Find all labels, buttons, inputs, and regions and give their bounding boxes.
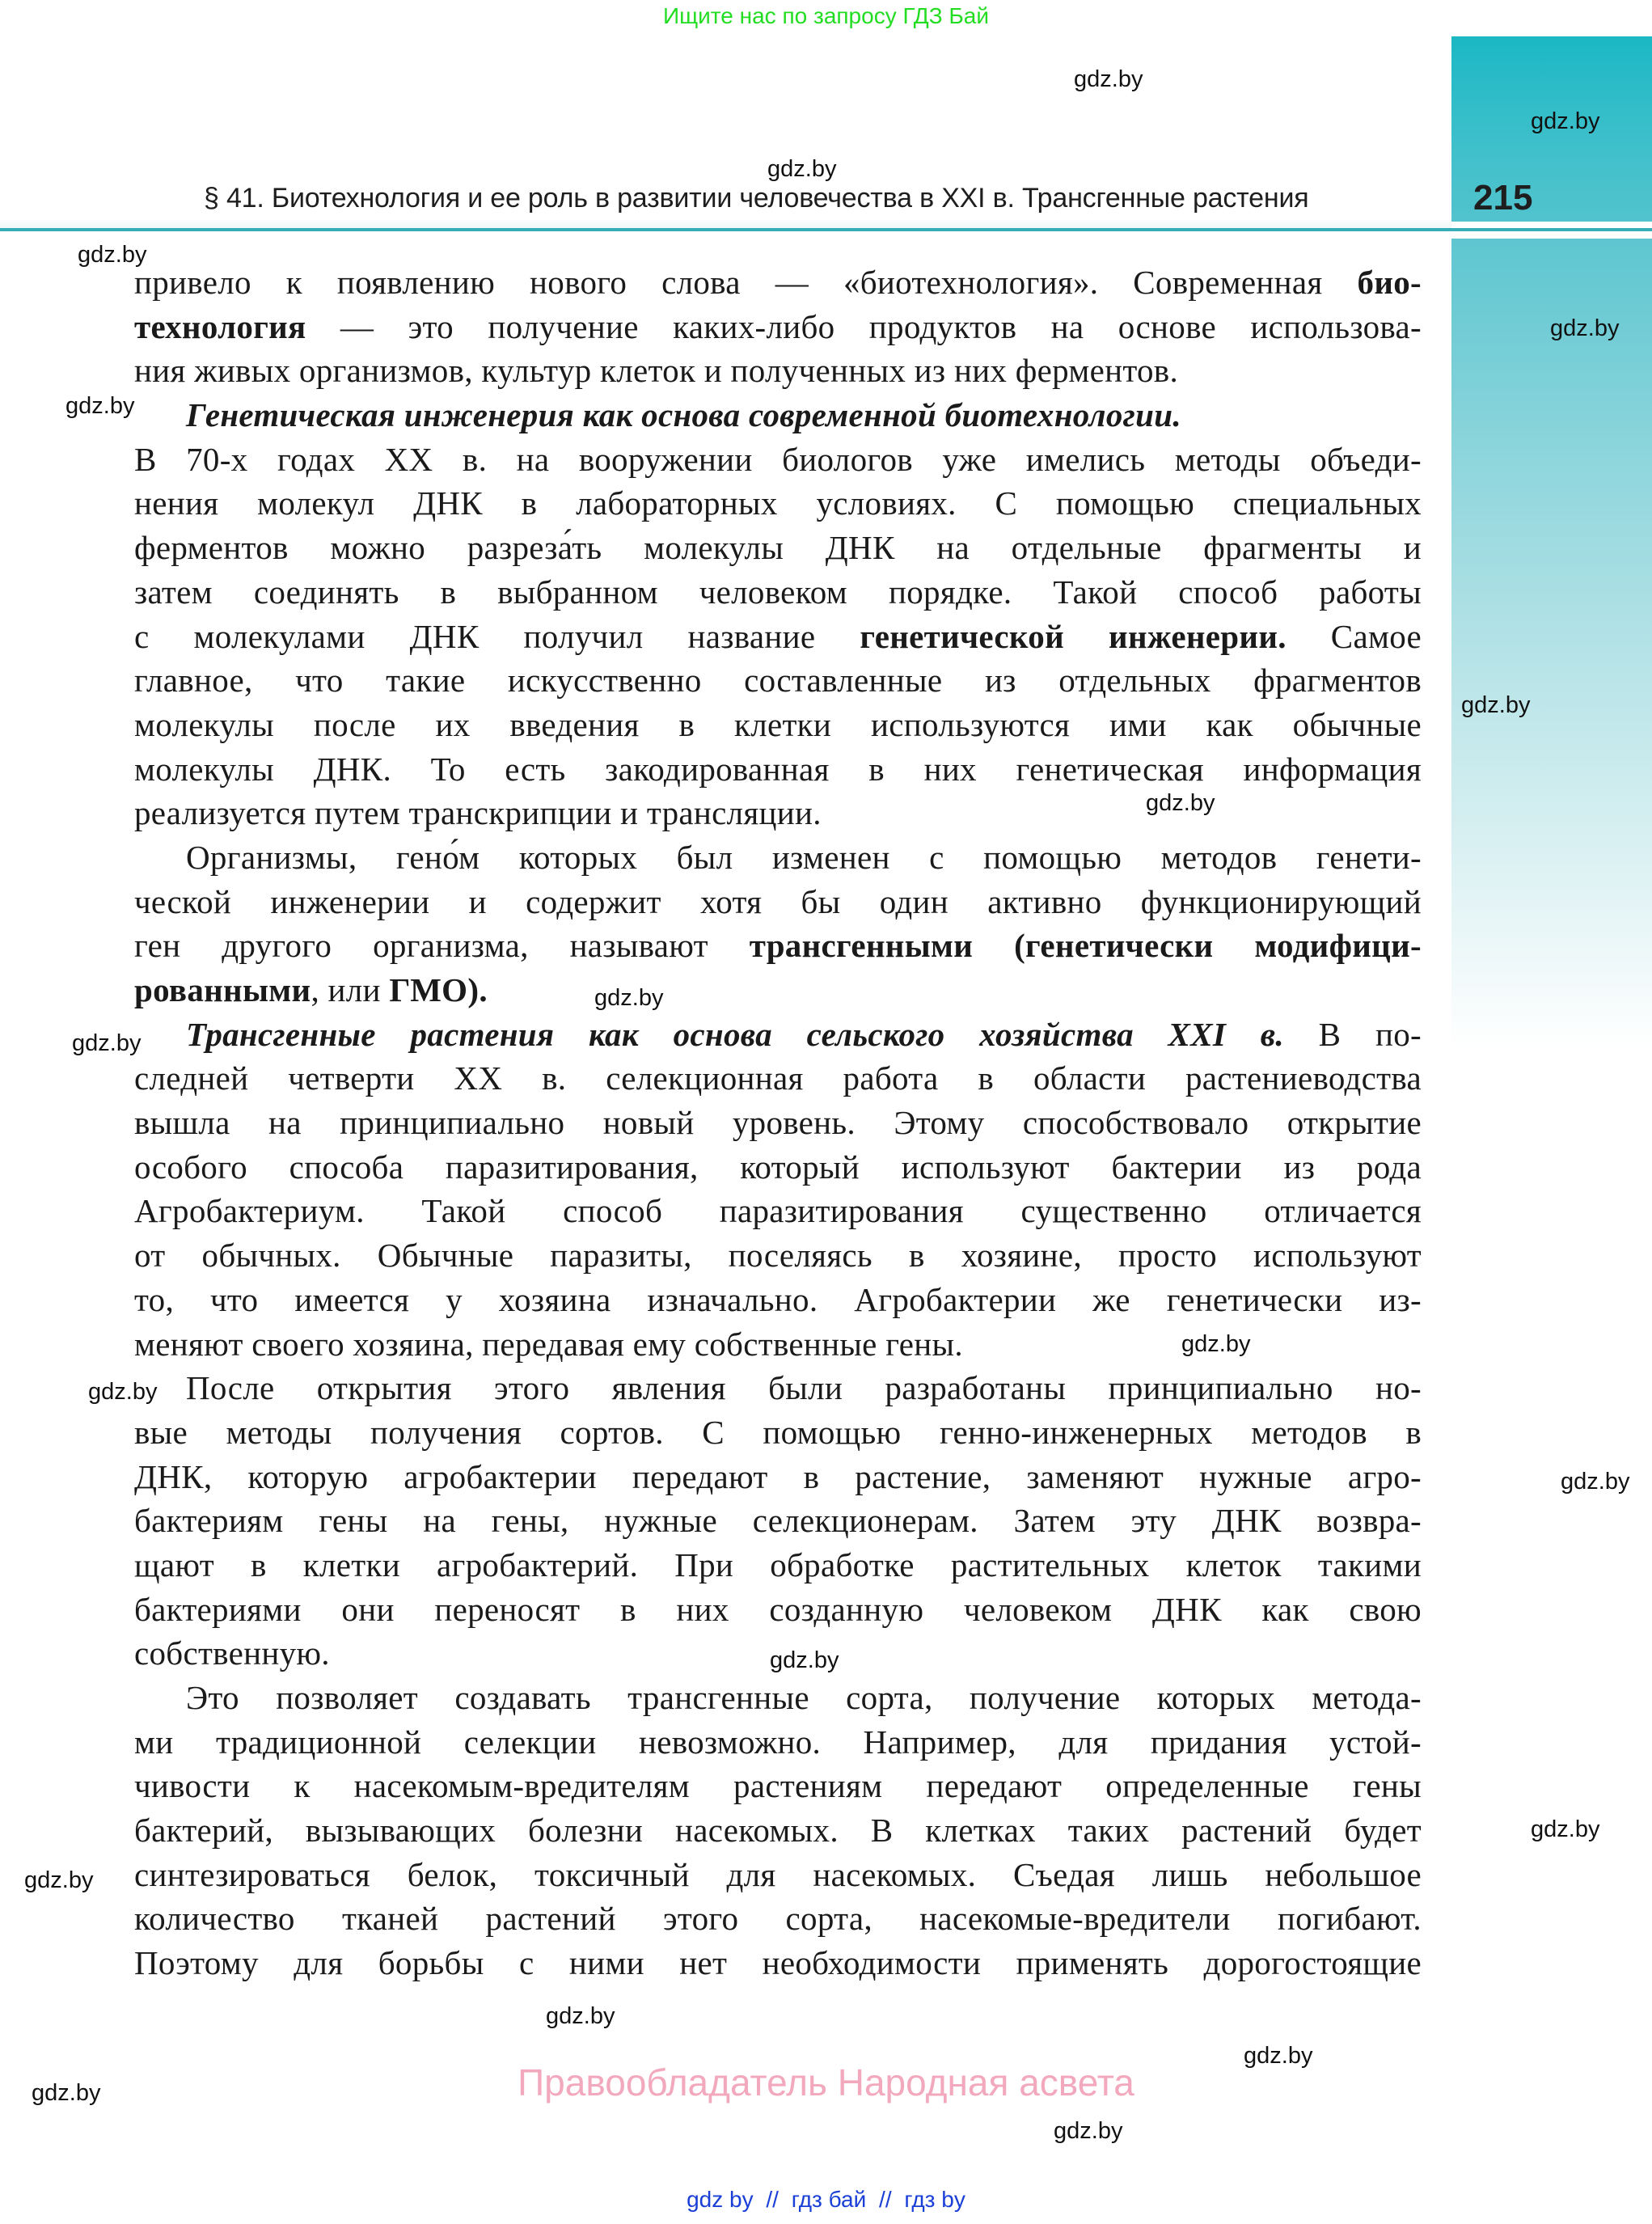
watermark-text: gdz.by bbox=[88, 1379, 158, 1405]
text-run: — это получение каких-либо продуктов на основе использова- bbox=[306, 307, 1422, 345]
text-line bbox=[134, 1853, 1422, 1897]
text-run: ДНК, которую агробактерии передают в растение, заменяют нужные агро- bbox=[134, 1457, 1422, 1495]
text-run: вышла на принципиально новый уровень. Этому способствовало открытие bbox=[134, 1104, 1422, 1142]
text-run: ческой инженерии и содержит хотя бы один активно функционирующий bbox=[134, 882, 1422, 920]
text-run: В 70-х годах XX в. на вооружении биологов уже имелись методы объеди- bbox=[134, 440, 1422, 478]
term-bold: ГМО). bbox=[389, 971, 488, 1008]
text-line bbox=[134, 1056, 1422, 1101]
text-line bbox=[134, 570, 1422, 615]
watermark-text: gdz.by bbox=[1550, 315, 1620, 341]
text-line bbox=[134, 1013, 1422, 1057]
body-text bbox=[134, 260, 1422, 1985]
text-line bbox=[134, 747, 1422, 792]
header-divider bbox=[0, 228, 1652, 231]
text-run: Это позволяет создавать трансгенные сорта, получение которых метода- bbox=[186, 1679, 1422, 1716]
text-line bbox=[134, 438, 1422, 482]
text-line bbox=[134, 1543, 1422, 1588]
text-run: следней четверти XX в. селекционная работа в области растениеводства bbox=[134, 1059, 1422, 1097]
text-run: ферментов можно разреза́ть молекулы ДНК на отдельные фрагменты и bbox=[134, 529, 1422, 567]
term-bold: технология bbox=[134, 307, 306, 345]
text-line bbox=[134, 1145, 1422, 1190]
text-run: Агробактериум. Такой способ паразитирования существенно отличается bbox=[134, 1192, 1422, 1230]
text-run: После открытия этого явления были разработаны принципиально но- bbox=[186, 1369, 1422, 1407]
text-line bbox=[134, 1455, 1422, 1499]
text-run: ми традиционной селекции невозможно. Например, для придания устой- bbox=[134, 1723, 1422, 1761]
text-run: бактериями они переносят в них созданную человеком ДНК как свою bbox=[134, 1590, 1422, 1628]
term-bold: генетической инженерии. bbox=[860, 617, 1287, 655]
text-run: собственную. bbox=[134, 1634, 330, 1672]
text-line bbox=[134, 658, 1422, 703]
term-bold: рованными bbox=[134, 971, 311, 1008]
watermark-text: gdz.by bbox=[24, 1867, 94, 1893]
text-run: нения молекул ДНК в лабораторных условиях. С помощью специальных bbox=[134, 484, 1422, 522]
footer-link-gdz-by-cyr[interactable]: гдз by bbox=[904, 2187, 965, 2212]
text-line bbox=[134, 1764, 1422, 1808]
text-line bbox=[134, 703, 1422, 747]
text-line bbox=[134, 924, 1422, 968]
watermark-text: gdz.by bbox=[78, 242, 147, 268]
text-run: то, что имеется у хозяина изначально. Агробактерии же генетически из- bbox=[134, 1280, 1422, 1318]
text-line bbox=[134, 1808, 1422, 1853]
text-run: молекулы ДНК. То есть закодированная в них генетическая информация bbox=[134, 750, 1422, 788]
header-shadow bbox=[0, 218, 1451, 228]
text-line bbox=[134, 968, 1422, 1013]
footer-separator: // bbox=[766, 2187, 779, 2212]
text-run: бактериям гены на гены, нужные селекционерам. Затем эту ДНК возвра- bbox=[134, 1502, 1422, 1540]
text-run: щают в клетки агробактерий. При обработке растительных клеток такими bbox=[134, 1545, 1422, 1583]
text-run: меняют своего хозяина, передавая ему собственные гены. bbox=[134, 1325, 963, 1363]
watermark-text: gdz.by bbox=[1531, 1816, 1600, 1842]
text-run: Поэтому для борьбы с ними нет необходимости применять дорогостоящие bbox=[134, 1944, 1422, 1982]
watermark-text: gdz.by bbox=[65, 393, 135, 419]
watermark-text: gdz.by bbox=[32, 2080, 101, 2106]
term-bold: трансгенными (генетически модифици- bbox=[749, 927, 1422, 965]
text-run: количество тканей растений этого сорта, насекомые-вредители погибают. bbox=[134, 1900, 1422, 1938]
footer-separator: // bbox=[879, 2187, 892, 2212]
text-run: реализуется путем транскрипции и трансляции. bbox=[134, 794, 822, 832]
watermark-text: gdz.by bbox=[770, 1647, 839, 1673]
text-line bbox=[134, 615, 1422, 659]
side-margin-gradient bbox=[1451, 239, 1652, 1047]
section-heading: Генетическая инженерия как основа современной биотехнологии. bbox=[186, 396, 1181, 434]
text-line bbox=[134, 1233, 1422, 1278]
watermark-text: gdz.by bbox=[1181, 1331, 1251, 1357]
watermark-text: gdz.by bbox=[72, 1030, 142, 1056]
text-run: В по- bbox=[1283, 1015, 1422, 1053]
text-run: , или bbox=[311, 971, 390, 1008]
text-run: привело к появлению нового слова — «биотехнология». Современная bbox=[134, 264, 1358, 301]
text-line bbox=[134, 526, 1422, 570]
text-run: синтезироваться белок, токсичный для насекомых. Съедая лишь небольшое bbox=[134, 1855, 1422, 1893]
search-banner: Ищите нас по запросу ГДЗ Бай bbox=[662, 3, 990, 28]
text-line bbox=[134, 1410, 1422, 1455]
text-line bbox=[134, 1278, 1422, 1322]
watermark-text: gdz.by bbox=[1054, 2118, 1123, 2144]
text-run: чивости к насекомым-вредителям растениям передают определенные гены bbox=[134, 1767, 1422, 1805]
text-line bbox=[134, 1499, 1422, 1543]
text-line bbox=[134, 791, 1422, 835]
watermark-text: gdz.by bbox=[1074, 66, 1143, 92]
text-run: молекулы после их введения в клетки используются ими как обычные bbox=[134, 705, 1422, 743]
text-line bbox=[134, 1101, 1422, 1145]
text-line bbox=[134, 305, 1422, 349]
footer-link-gdz-by[interactable]: gdz by bbox=[687, 2187, 754, 2212]
text-run: Организмы, гено́м которых был изменен с помощью методов генети- bbox=[186, 838, 1422, 876]
watermark-text: gdz.by bbox=[1531, 108, 1600, 134]
running-head: § 41. Биотехнология и ее роль в развитии человечества в XXI в. Трансгенные растения bbox=[204, 183, 1309, 214]
text-line bbox=[134, 1366, 1422, 1410]
footer-links bbox=[0, 2187, 1652, 2213]
footer-link-gdz-bai[interactable]: гдз бай bbox=[791, 2187, 867, 2212]
text-run: вые методы получения сортов. С помощью генно-инженерных методов в bbox=[134, 1413, 1422, 1451]
text-run: бактерий, вызывающих болезни насекомых. В клетках таких растений будет bbox=[134, 1812, 1422, 1850]
section-heading: Трансгенные растения как основа сельского хозяйства XXI в. bbox=[186, 1015, 1284, 1053]
watermark-text: gdz.by bbox=[767, 156, 837, 182]
text-line bbox=[134, 835, 1422, 880]
text-line bbox=[134, 1676, 1422, 1720]
text-line bbox=[134, 880, 1422, 924]
text-line bbox=[134, 1588, 1422, 1632]
text-line bbox=[134, 481, 1422, 526]
watermark-text: gdz.by bbox=[594, 985, 664, 1011]
text-run: особого способа паразитирования, который используют бактерии из рода bbox=[134, 1148, 1422, 1186]
watermark-text: gdz.by bbox=[1561, 1469, 1630, 1495]
text-line bbox=[134, 1896, 1422, 1941]
term-bold: био- bbox=[1357, 264, 1422, 301]
watermark-text: gdz.by bbox=[1146, 790, 1215, 816]
text-run: ген другого организма, называют bbox=[134, 927, 750, 965]
watermark-text: gdz.by bbox=[1461, 692, 1531, 718]
copyright-notice: Правообладатель Народная асвета bbox=[518, 2061, 1134, 2103]
text-run: ния живых организмов, культур клеток и полученных из них ферментов. bbox=[134, 352, 1178, 390]
text-run: Самое bbox=[1286, 617, 1422, 655]
text-line bbox=[134, 349, 1422, 393]
text-line bbox=[134, 260, 1422, 305]
watermark-text: gdz.by bbox=[546, 2003, 615, 2029]
text-line bbox=[134, 1720, 1422, 1765]
text-run: затем соединять в выбранном человеком порядке. Такой способ работы bbox=[134, 573, 1422, 611]
text-line bbox=[134, 393, 1422, 438]
text-line bbox=[134, 1941, 1422, 1985]
text-run: с молекулами ДНК получил название bbox=[134, 617, 860, 655]
text-line bbox=[134, 1189, 1422, 1233]
page-number: 215 bbox=[1473, 178, 1533, 218]
text-run: от обычных. Обычные паразиты, поселяясь в хозяине, просто используют bbox=[134, 1237, 1422, 1275]
text-run: главное, что такие искусственно составленные из отдельных фрагментов bbox=[134, 662, 1422, 700]
watermark-text: gdz.by bbox=[1244, 2043, 1313, 2069]
